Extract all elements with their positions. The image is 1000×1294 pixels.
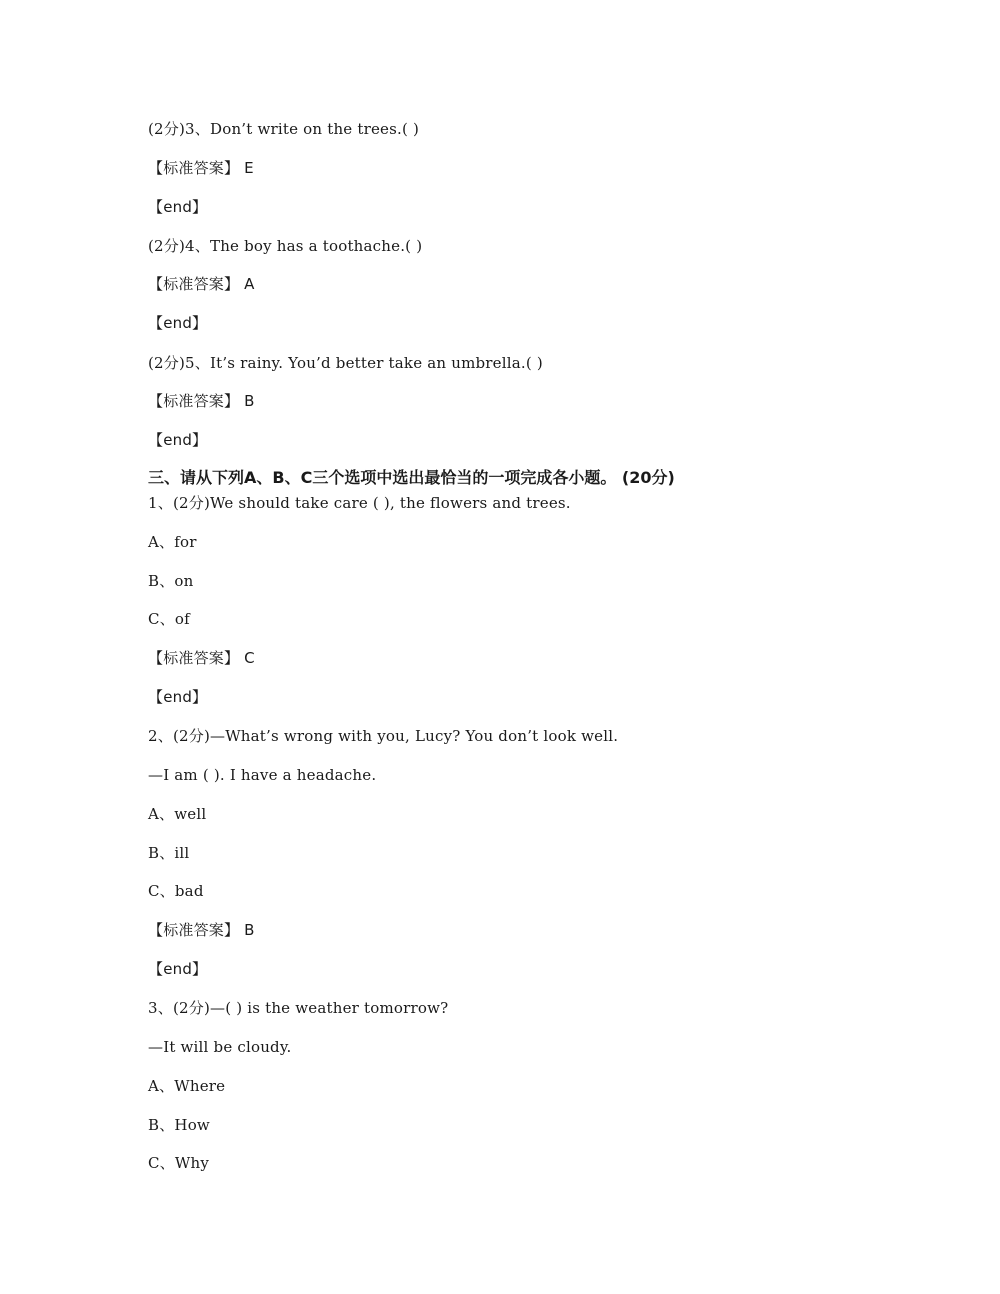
end-marker: 【end】 [148, 688, 208, 706]
question-text: 3、(2分)—( ) is the weather tomorrow? [148, 999, 449, 1017]
option-a: A、for [148, 533, 197, 551]
question-3-text: (2分)3、Don’t write on the trees.( ) [148, 120, 420, 138]
option-c: C、bad [148, 882, 204, 900]
option-b: B、on [148, 572, 194, 590]
answer-label: 【标准答案】 B [148, 392, 255, 410]
answer-label: 【标准答案】 A [148, 275, 255, 293]
option-a: A、well [148, 805, 207, 823]
question-5-text: (2分)5、It’s rainy. You’d better take an umbrella.( ) [148, 354, 543, 372]
option-c: C、of [148, 610, 190, 628]
end-marker: 【end】 [148, 431, 208, 449]
option-b: B、How [148, 1116, 210, 1134]
end-marker: 【end】 [148, 314, 208, 332]
question-text: 1、(2分)We should take care ( ), the flowers and trees. [148, 494, 571, 512]
question-text: 2、(2分)—What’s wrong with you, Lucy? You don’t look well. [148, 727, 619, 745]
option-b: B、ill [148, 844, 190, 862]
end-marker: 【end】 [148, 198, 208, 216]
answer-label: 【标准答案】 C [148, 649, 255, 667]
question-4-text: (2分)4、The boy has a toothache.( ) [148, 237, 423, 255]
answer-label: 【标准答案】 E [148, 159, 254, 177]
option-a: A、Where [148, 1077, 226, 1095]
section-heading: 三、请从下列A、B、C三个选项中选出最恰当的一项完成各小题。 (20分) [148, 468, 675, 487]
option-c: C、Why [148, 1154, 210, 1172]
question-response: —It will be cloudy. [148, 1038, 292, 1056]
answer-label: 【标准答案】 B [148, 921, 255, 939]
end-marker: 【end】 [148, 960, 208, 978]
question-response: —I am ( ). I have a headache. [148, 766, 377, 784]
